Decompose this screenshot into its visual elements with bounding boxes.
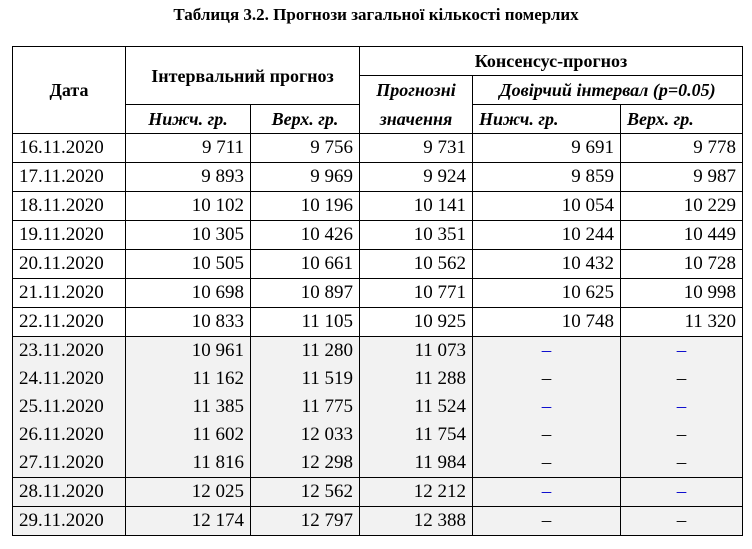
cell-confidence-lower: – bbox=[473, 507, 621, 536]
cell-interval-upper: 9 756 bbox=[251, 134, 360, 163]
cell-confidence-lower: – bbox=[473, 337, 621, 366]
cell-date: 25.11.2020 bbox=[13, 393, 126, 421]
cell-interval-lower: 10 102 bbox=[126, 192, 251, 221]
cell-interval-lower: 11 816 bbox=[126, 449, 251, 478]
cell-confidence-upper: – bbox=[621, 421, 743, 449]
table-row bbox=[13, 478, 743, 507]
table-row bbox=[13, 449, 743, 478]
table-title: Таблиця 3.2. Прогнози загальної кількості померлих bbox=[173, 5, 579, 24]
table-row bbox=[13, 365, 743, 393]
cell-interval-upper: 10 897 bbox=[251, 279, 360, 308]
cell-confidence-upper: 10 229 bbox=[621, 192, 743, 221]
table-row bbox=[13, 337, 743, 366]
cell-interval-upper: 11 105 bbox=[251, 308, 360, 337]
table-row bbox=[13, 221, 743, 250]
cell-forecast: 10 925 bbox=[360, 308, 473, 337]
cell-interval-upper: 12 298 bbox=[251, 449, 360, 478]
cell-confidence-lower: – bbox=[473, 421, 621, 449]
cell-confidence-upper: 9 778 bbox=[621, 134, 743, 163]
cell-forecast: 10 141 bbox=[360, 192, 473, 221]
cell-interval-lower: 9 893 bbox=[126, 163, 251, 192]
header-forecast: Прогнозні bbox=[360, 76, 473, 105]
cell-date: 20.11.2020 bbox=[13, 250, 126, 279]
cell-interval-upper: 11 775 bbox=[251, 393, 360, 421]
cell-confidence-upper: – bbox=[621, 337, 743, 366]
cell-confidence-upper: – bbox=[621, 507, 743, 536]
cell-interval-upper: 11 519 bbox=[251, 365, 360, 393]
cell-confidence-lower: 10 054 bbox=[473, 192, 621, 221]
cell-interval-lower: 11 602 bbox=[126, 421, 251, 449]
cell-interval-lower: 12 174 bbox=[126, 507, 251, 536]
header-forecast-2: значення bbox=[360, 105, 473, 134]
header-confidence-upper: Верх. гр. bbox=[621, 105, 743, 134]
cell-confidence-upper: 9 987 bbox=[621, 163, 743, 192]
table-row bbox=[13, 507, 743, 536]
cell-date: 26.11.2020 bbox=[13, 421, 126, 449]
cell-confidence-upper: – bbox=[621, 365, 743, 393]
table-row bbox=[13, 393, 743, 421]
cell-date: 18.11.2020 bbox=[13, 192, 126, 221]
cell-forecast: 10 562 bbox=[360, 250, 473, 279]
cell-forecast: 11 288 bbox=[360, 365, 473, 393]
cell-forecast: 9 924 bbox=[360, 163, 473, 192]
cell-date: 27.11.2020 bbox=[13, 449, 126, 478]
cell-confidence-lower: – bbox=[473, 393, 621, 421]
cell-forecast: 11 073 bbox=[360, 337, 473, 366]
cell-interval-lower: 10 833 bbox=[126, 308, 251, 337]
cell-confidence-upper: 11 320 bbox=[621, 308, 743, 337]
cell-forecast: 12 212 bbox=[360, 478, 473, 507]
cell-date: 16.11.2020 bbox=[13, 134, 126, 163]
table-row bbox=[13, 192, 743, 221]
cell-confidence-lower: 9 859 bbox=[473, 163, 621, 192]
header-interval-upper: Верх. гр. bbox=[251, 105, 360, 134]
cell-interval-upper: 12 033 bbox=[251, 421, 360, 449]
cell-confidence-lower: 10 748 bbox=[473, 308, 621, 337]
cell-confidence-upper: 10 728 bbox=[621, 250, 743, 279]
cell-date: 17.11.2020 bbox=[13, 163, 126, 192]
cell-confidence-upper: – bbox=[621, 393, 743, 421]
cell-interval-upper: 10 196 bbox=[251, 192, 360, 221]
cell-confidence-upper: 10 449 bbox=[621, 221, 743, 250]
cell-confidence-lower: 9 691 bbox=[473, 134, 621, 163]
cell-interval-upper: 10 661 bbox=[251, 250, 360, 279]
cell-forecast: 11 984 bbox=[360, 449, 473, 478]
cell-date: 23.11.2020 bbox=[13, 337, 126, 366]
header-confidence-lower: Нижч. гр. bbox=[473, 105, 621, 134]
table-row bbox=[13, 163, 743, 192]
cell-interval-upper: 12 797 bbox=[251, 507, 360, 536]
cell-interval-upper: 12 562 bbox=[251, 478, 360, 507]
cell-confidence-lower: – bbox=[473, 449, 621, 478]
cell-forecast: 10 771 bbox=[360, 279, 473, 308]
header-interval-lower: Нижч. гр. bbox=[126, 105, 251, 134]
cell-confidence-lower: 10 432 bbox=[473, 250, 621, 279]
cell-forecast: 12 388 bbox=[360, 507, 473, 536]
cell-date: 19.11.2020 bbox=[13, 221, 126, 250]
cell-interval-lower: 10 305 bbox=[126, 221, 251, 250]
forecast-table bbox=[12, 46, 743, 536]
table-row bbox=[13, 279, 743, 308]
cell-date: 29.11.2020 bbox=[13, 507, 126, 536]
cell-confidence-lower: – bbox=[473, 478, 621, 507]
table-row bbox=[13, 250, 743, 279]
cell-interval-lower: 12 025 bbox=[126, 478, 251, 507]
cell-date: 22.11.2020 bbox=[13, 308, 126, 337]
header-confidence: Довірчий інтервал (p=0.05) bbox=[473, 76, 743, 105]
cell-interval-lower: 10 961 bbox=[126, 337, 251, 366]
cell-interval-upper: 9 969 bbox=[251, 163, 360, 192]
header-interval: Інтервальний прогноз bbox=[126, 47, 360, 105]
cell-date: 21.11.2020 bbox=[13, 279, 126, 308]
cell-date: 24.11.2020 bbox=[13, 365, 126, 393]
cell-confidence-upper: – bbox=[621, 449, 743, 478]
cell-confidence-lower: 10 244 bbox=[473, 221, 621, 250]
cell-confidence-lower: 10 625 bbox=[473, 279, 621, 308]
table-row bbox=[13, 134, 743, 163]
cell-forecast: 10 351 bbox=[360, 221, 473, 250]
table-row bbox=[13, 421, 743, 449]
cell-date: 28.11.2020 bbox=[13, 478, 126, 507]
cell-interval-upper: 11 280 bbox=[251, 337, 360, 366]
table-row bbox=[13, 308, 743, 337]
cell-confidence-upper: – bbox=[621, 478, 743, 507]
cell-interval-lower: 9 711 bbox=[126, 134, 251, 163]
header-date: Дата bbox=[13, 47, 126, 134]
header-consensus: Консенсус-прогноз bbox=[360, 47, 743, 76]
cell-confidence-lower: – bbox=[473, 365, 621, 393]
cell-interval-upper: 10 426 bbox=[251, 221, 360, 250]
cell-interval-lower: 11 162 bbox=[126, 365, 251, 393]
cell-forecast: 11 754 bbox=[360, 421, 473, 449]
cell-interval-lower: 10 505 bbox=[126, 250, 251, 279]
cell-interval-lower: 11 385 bbox=[126, 393, 251, 421]
cell-confidence-upper: 10 998 bbox=[621, 279, 743, 308]
cell-forecast: 11 524 bbox=[360, 393, 473, 421]
cell-forecast: 9 731 bbox=[360, 134, 473, 163]
cell-interval-lower: 10 698 bbox=[126, 279, 251, 308]
